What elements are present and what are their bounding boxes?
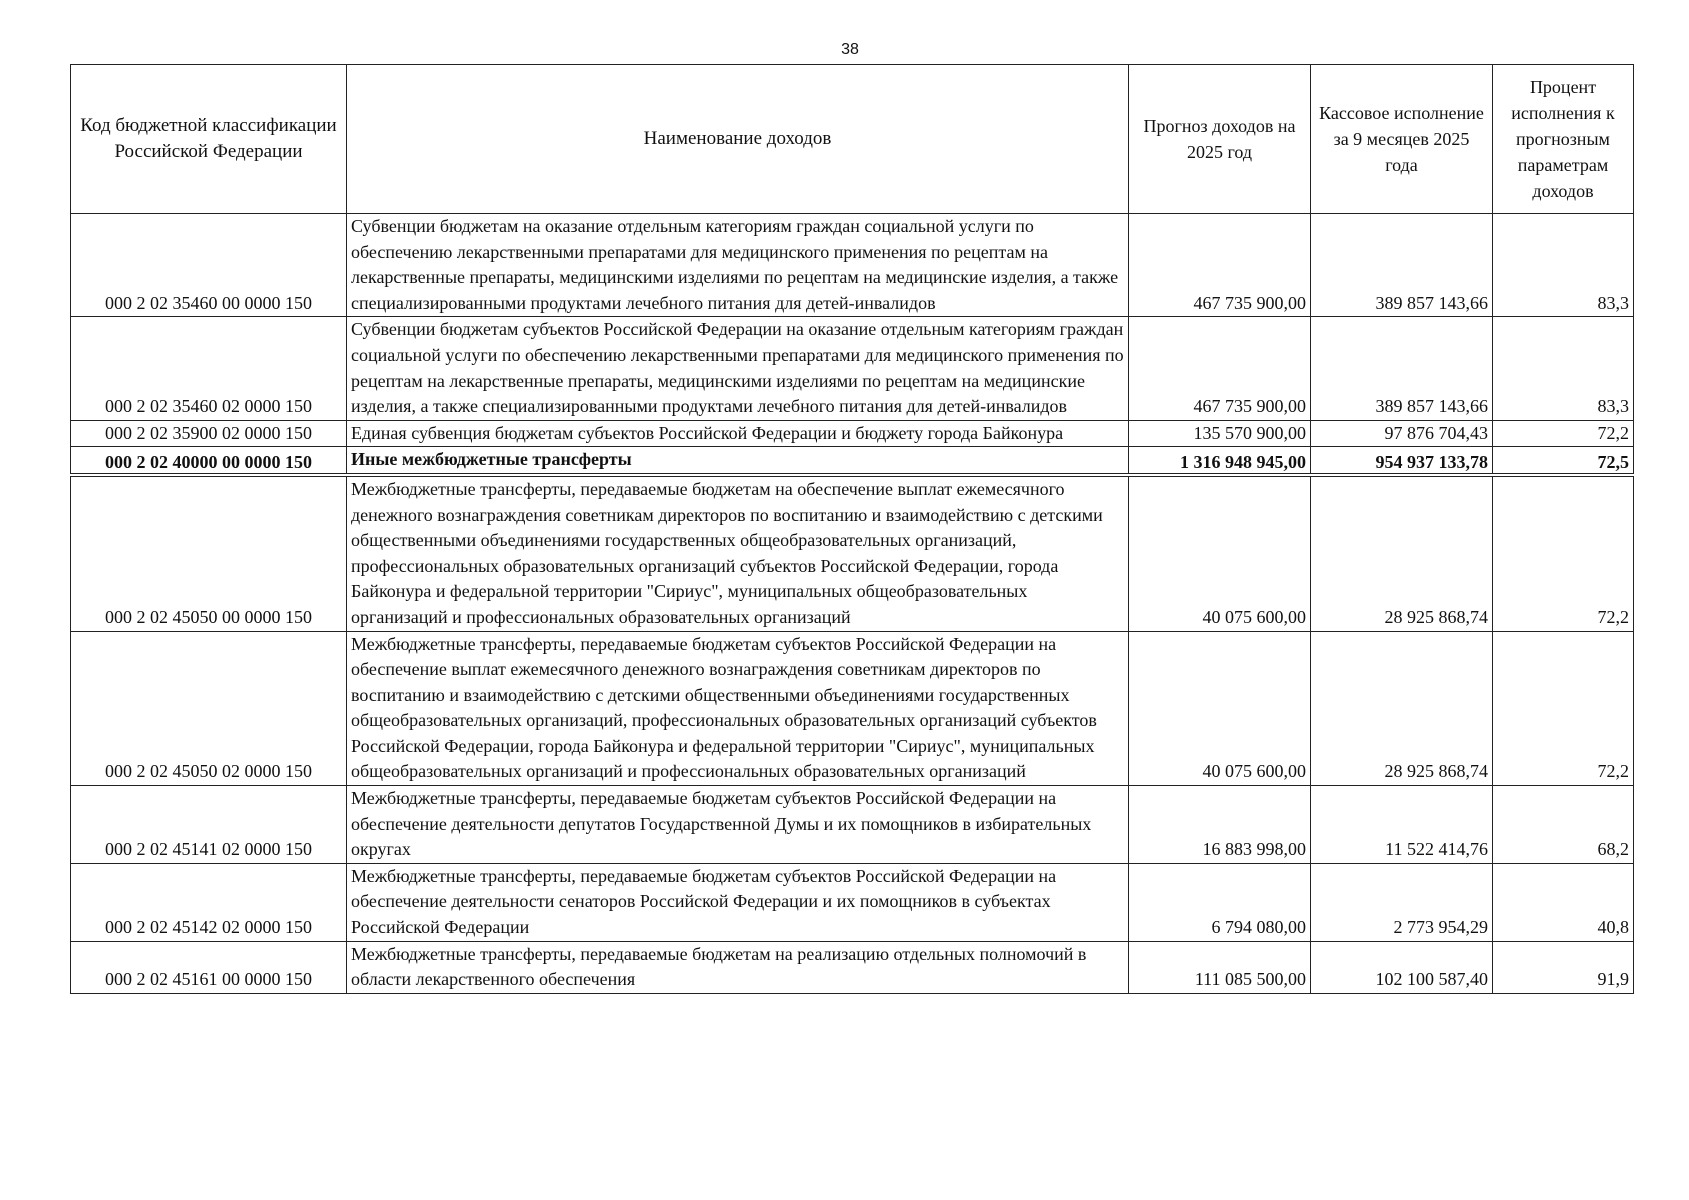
table-row-subtotal	[71, 447, 1634, 475]
row-executed: 954 937 133,78	[1311, 447, 1493, 475]
row-name: Межбюджетные трансферты, передаваемые бюджетам субъектов Российской Федерации на обеспечение деятельности депутатов Государственной Думы и их помощников в избирательных округах	[347, 786, 1129, 864]
row-code: 000 2 02 45142 02 0000 150	[71, 863, 347, 941]
header-executed: Кассовое исполнение за 9 месяцев 2025 года	[1311, 65, 1493, 214]
row-name: Субвенции бюджетам субъектов Российской Федерации на оказание отдельным категориям граждан социальной услуги по обеспечению лекарственными препаратами для медицинского применения по рецептам на лекарственные препараты, медицинскими изделиями по рецептам на медицинские изделия, а также специализированными продуктами лечебного питания для детей-инвалидов	[347, 317, 1129, 420]
row-executed: 97 876 704,43	[1311, 420, 1493, 447]
row-name: Межбюджетные трансферты, передаваемые бюджетам субъектов Российской Федерации на обеспечение деятельности сенаторов Российской Федерации и их помощников в субъектах Российской Федерации	[347, 863, 1129, 941]
table-row	[71, 863, 1634, 941]
row-executed: 389 857 143,66	[1311, 214, 1493, 317]
row-name: Межбюджетные трансферты, передаваемые бюджетам субъектов Российской Федерации на обеспечение выплат ежемесячного денежного вознаграждения советникам директоров по воспитанию и взаимодействию с детскими общественными объединениями государственных общеобразовательных организаций, профессиональных образовательных организаций субъектов Российской Федерации, города Байконура и федеральной территории "Сириус", муниципальных общеобразовательных организаций и профессиональных образовательных организаций	[347, 631, 1129, 786]
row-percent: 40,8	[1493, 863, 1634, 941]
row-name: Иные межбюджетные трансферты	[347, 447, 1129, 475]
row-forecast: 111 085 500,00	[1129, 941, 1311, 993]
row-executed: 2 773 954,29	[1311, 863, 1493, 941]
row-percent: 72,5	[1493, 447, 1634, 475]
row-percent: 91,9	[1493, 941, 1634, 993]
row-percent: 72,2	[1493, 475, 1634, 631]
row-forecast: 135 570 900,00	[1129, 420, 1311, 447]
row-code: 000 2 02 45050 02 0000 150	[71, 631, 347, 786]
table-row	[71, 214, 1634, 317]
row-code: 000 2 02 35460 02 0000 150	[71, 317, 347, 420]
row-executed: 28 925 868,74	[1311, 631, 1493, 786]
row-code: 000 2 02 45050 00 0000 150	[71, 475, 347, 631]
row-executed: 389 857 143,66	[1311, 317, 1493, 420]
table-row	[71, 631, 1634, 786]
row-code: 000 2 02 40000 00 0000 150	[71, 447, 347, 475]
row-forecast: 467 735 900,00	[1129, 214, 1311, 317]
table-header-row	[71, 65, 1634, 214]
table-row	[71, 786, 1634, 864]
row-forecast: 6 794 080,00	[1129, 863, 1311, 941]
row-forecast: 16 883 998,00	[1129, 786, 1311, 864]
row-percent: 68,2	[1493, 786, 1634, 864]
row-executed: 11 522 414,76	[1311, 786, 1493, 864]
row-percent: 83,3	[1493, 317, 1634, 420]
row-name: Единая субвенция бюджетам субъектов Российской Федерации и бюджету города Байконура	[347, 420, 1129, 447]
row-code: 000 2 02 45141 02 0000 150	[71, 786, 347, 864]
table-row	[71, 941, 1634, 993]
row-percent: 83,3	[1493, 214, 1634, 317]
page-number: 38	[841, 41, 859, 58]
table-row	[71, 420, 1634, 447]
header-name: Наименование доходов	[347, 65, 1129, 214]
row-forecast: 40 075 600,00	[1129, 631, 1311, 786]
row-forecast: 467 735 900,00	[1129, 317, 1311, 420]
row-percent: 72,2	[1493, 631, 1634, 786]
header-percent: Процент исполнения к прогнозным параметрам доходов	[1493, 65, 1634, 214]
row-executed: 102 100 587,40	[1311, 941, 1493, 993]
row-forecast: 1 316 948 945,00	[1129, 447, 1311, 475]
row-code: 000 2 02 45161 00 0000 150	[71, 941, 347, 993]
table-row	[71, 317, 1634, 420]
revenue-table	[70, 64, 1634, 994]
row-name: Межбюджетные трансферты, передаваемые бюджетам на реализацию отдельных полномочий в области лекарственного обеспечения	[347, 941, 1129, 993]
row-name: Межбюджетные трансферты, передаваемые бюджетам на обеспечение выплат ежемесячного денежного вознаграждения советникам директоров по воспитанию и взаимодействию с детскими общественными объединениями государственных общеобразовательных организаций, профессиональных образовательных организаций субъектов Российской Федерации, города Байконура и федеральной территории "Сириус", муниципальных общеобразовательных организаций и профессиональных образовательных организаций	[347, 475, 1129, 631]
row-percent: 72,2	[1493, 420, 1634, 447]
header-forecast: Прогноз доходов на 2025 год	[1129, 65, 1311, 214]
row-name: Субвенции бюджетам на оказание отдельным категориям граждан социальной услуги по обеспечению лекарственными препаратами для медицинского применения по рецептам на лекарственные препараты, медицинскими изделиями по рецептам на медицинские изделия, а также специализированными продуктами лечебного питания для детей-инвалидов	[347, 214, 1129, 317]
header-code: Код бюджетной классификации Российской Федерации	[71, 65, 347, 214]
row-code: 000 2 02 35460 00 0000 150	[71, 214, 347, 317]
row-code: 000 2 02 35900 02 0000 150	[71, 420, 347, 447]
row-forecast: 40 075 600,00	[1129, 475, 1311, 631]
row-executed: 28 925 868,74	[1311, 475, 1493, 631]
table-row	[71, 475, 1634, 631]
